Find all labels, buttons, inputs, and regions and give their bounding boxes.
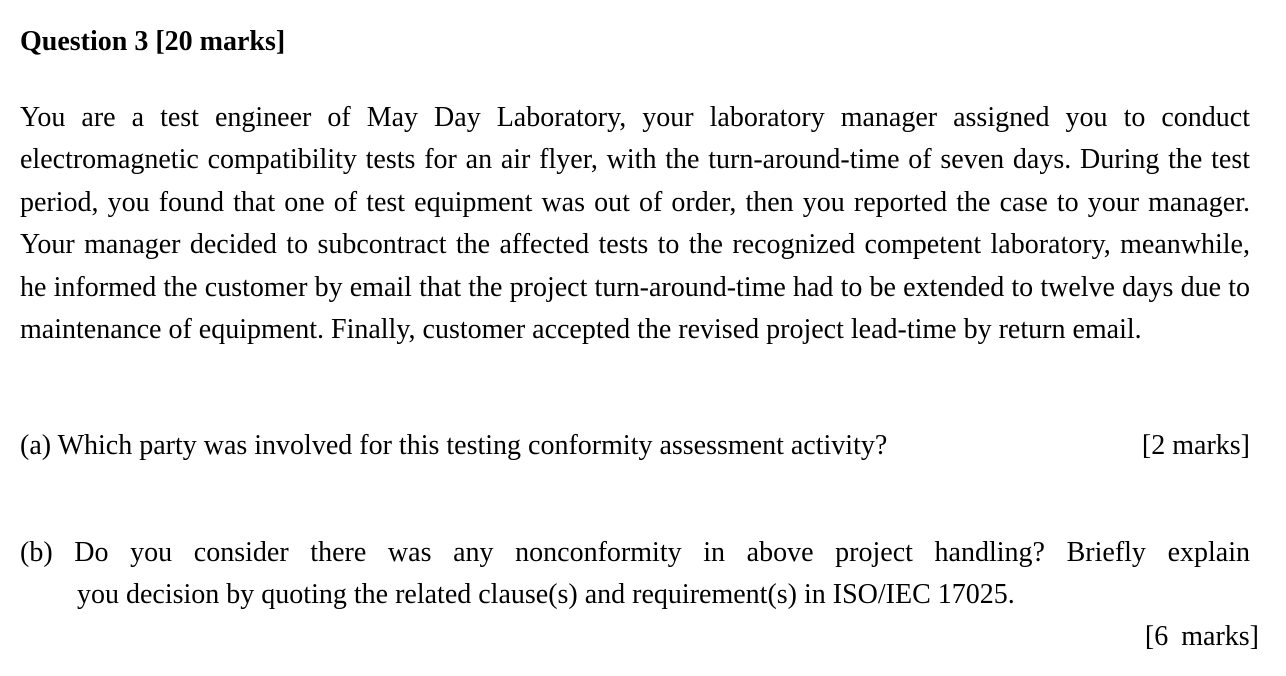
part-b-question [20,532,1250,616]
part-a-marks: [2 marks] [1141,430,1250,461]
question-heading: Question 3 [20 marks] [20,26,286,57]
part-b-line-1: (b) Do you consider there was any nonconformity in above project handling? Briefly explain [20,537,1250,568]
part-a-question: (a) Which party was involved for this testing conformity assessment activity? [20,430,888,461]
part-b-marks: [6 marks] [1144,621,1259,652]
part-b-line-2: you decision by quoting the related clause(s) and requirement(s) in ISO/IEC 17025. [77,579,1015,610]
scenario-paragraph: You are a test engineer of May Day Laboratory, your laboratory manager assigned you to conduct electromagnetic compatibility tests for an air flyer, with the turn-around-time of seven days. During the test period, you found that one of test equipment was out of order, then you reported the case to your manager. Your manager decided to subcontract the affected tests to the recognized competent laboratory, meanwhile, he informed the customer by email that the project turn-around-time had to be extended to twelve days due to maintenance of equipment. Finally, customer accepted the revised project lead-time by return email. [20,102,1250,346]
